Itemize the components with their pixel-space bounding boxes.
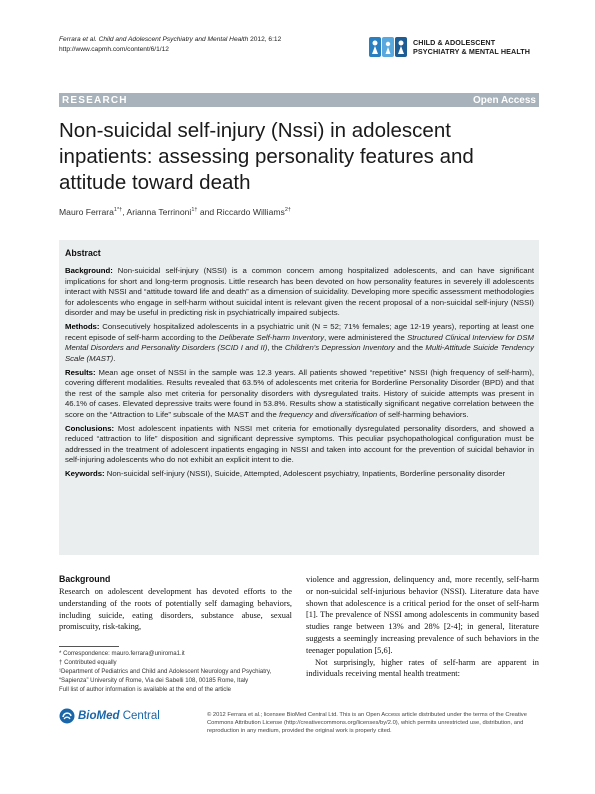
- footnote-divider: [59, 646, 119, 647]
- abstract-text: and: [313, 409, 331, 419]
- journal-logo-line1: CHILD & ADOLESCENT: [413, 38, 496, 47]
- abstract-text: of self-harming behaviors.: [377, 409, 469, 419]
- abstract-text: Non-suicidal self-injury (NSSI) is a common concern among hospitalized adolescents, and can have significant implications for short and long-term prognosis. Little research has been devoted on how personality features in severely ill adolescents interact with NSSI and “attitude toward life and death” as a dimension of suicidality. Developing more specific assessment methodologies for adolescents who engage in self-harm without suicidal intent is relevant given the recent proposal of a non-suicidal self-injury (NSSI) disorder and may be useful in predicting risk in psychiatrically impaired subjects.: [65, 266, 534, 317]
- abstract-text: Most adolescent inpatients with NSSI met criteria for emotionally dysregulated personality disorders, and showed a reduced “attraction to life” disposition and significant depressive symptoms. This peculiar psychopathological configuration must be addressed in the treatment of adolescent inpatients engaging in NSSI and taken into account for the prevention of suicidal behavior in self-injuring adolescents who do not exhibit an explicit intent to die.: [65, 423, 534, 464]
- journal-logo-line2: PSYCHIATRY & MENTAL HEALTH: [413, 47, 531, 56]
- license-text: © 2012 Ferrara et al.; licensee BioMed Central Ltd. This is an Open Access article distributed under the terms of the Creative Commons Attribution License (http://creativecommons.org/licenses/by/2.0), which permits unrestricted use, distribution, and reproduction in any medium, provided the original work is properly cited.: [207, 712, 527, 735]
- journal-logo-text: [413, 38, 530, 56]
- abstract-italic: Structured Clinical Interview for DSM Mental Disorders and Personality Disorders (SCID I and II): [65, 332, 534, 352]
- author-affiliation-mark: 1*†: [113, 207, 123, 214]
- open-access-label: Open Access: [473, 94, 536, 106]
- abstract-label: Keywords:: [65, 469, 105, 478]
- body-paragraph: Not surprisingly, higher rates of self-harm are apparent in individuals receiving mental health treatment:: [306, 657, 539, 679]
- abstract-background: [65, 266, 534, 319]
- footnote-author-info: Full list of author information is available at the end of the article: [59, 686, 232, 693]
- abstract-body: [65, 266, 534, 483]
- footnote-correspondence: * Correspondence: mauro.ferrara@uniroma1.it: [59, 650, 185, 657]
- abstract-text: Consecutively hospitalized adolescents in a psychiatric unit (N = 52; 71% females; age 12-19 years), reporting at least one recent episode of self-harm according to the: [65, 322, 534, 342]
- citation-journal: Ferrara et al. Child and Adolescent Psychiatry and Mental Health: [59, 36, 249, 43]
- citation-header: [59, 35, 281, 54]
- abstract-heading: Abstract: [65, 248, 101, 258]
- abstract-methods: [65, 322, 534, 364]
- abstract-text: Mean age onset of NSSI in the sample was 12.3 years. All patients showed “repetitive” NSSI (high frequency of self-harm), covering different modalities. Results revealed that 63.5% of adolescents met criteria for Borderline Personality Disorder (BPD) and that the rest of the sample also met criteria for personality disorders with dysregulated traits. History of suicide attempts was present in 46.1% of cases. Elevated depressive traits were found in 53.8%. Results show a statistically significant negative correlation between the score on the “Attraction to Life” subscale of the MAST and the: [65, 367, 534, 419]
- footnotes: [59, 649, 292, 694]
- biomed-central-wordmark: [78, 710, 160, 722]
- abstract-label: Conclusions:: [65, 423, 115, 433]
- author-name[interactable]: , Arianna Terrinoni: [122, 207, 192, 217]
- abstract-italic: frequency: [278, 409, 314, 419]
- author-name[interactable]: and Riccardo Williams: [197, 207, 285, 217]
- abstract-text: , were administered the: [324, 332, 408, 342]
- footnote-equal-contribution: † Contributed equally: [59, 659, 117, 666]
- body-paragraph: Research on adolescent development has devoted efforts to the understanding of the roots of potentially self damaging behaviors, including suicide, eating disorders, substance abuse, sexual promiscuity, risk-taking,: [59, 587, 292, 632]
- abstract-text: and the: [394, 343, 426, 352]
- abstract-text: .: [113, 353, 116, 363]
- biomed-central-swirl-icon: [59, 708, 75, 724]
- abstract-italic: diversification: [330, 409, 378, 419]
- citation-volume: 2012, 6:12: [248, 36, 282, 43]
- background-heading: Background: [59, 574, 111, 584]
- biomed-central-logo: [59, 708, 160, 724]
- abstract-italic: Deliberate Self-harm Inventory: [218, 332, 325, 342]
- section-label: RESEARCH: [62, 94, 128, 106]
- body-column-left: [59, 586, 292, 633]
- article-title: Non-suicidal self-injury (Nssi) in adolescent inpatients: assessing personality features and attitude toward death: [59, 119, 474, 194]
- section-band: [59, 93, 539, 107]
- author-affiliation-mark: 1†: [191, 207, 198, 214]
- abstract-keywords: [65, 469, 534, 480]
- abstract-label: Results:: [65, 367, 96, 377]
- author-name[interactable]: Mauro Ferrara: [59, 207, 114, 217]
- citation-url[interactable]: http://www.capmh.com/content/6/1/12: [59, 45, 169, 53]
- biomed-wordmark-regular: Central: [119, 710, 160, 722]
- body-column-right: [306, 574, 539, 680]
- abstract-italic: Children's Depression Inventory: [284, 343, 395, 352]
- abstract-italic: Multi-Attitude Suicide Tendency Scale (MAST): [65, 343, 534, 363]
- abstract-conclusions: [65, 424, 534, 466]
- abstract-box: [59, 240, 539, 555]
- abstract-text: , the: [267, 343, 285, 352]
- journal-logo: [369, 34, 541, 60]
- abstract-label: Methods:: [65, 322, 100, 331]
- footnote-affiliation: ¹Department of Pediatrics and Child and Adolescent Neurology and Psychiatry, “Sapienza” University of Rome, Via dei Sabelli 108, 00185 Rome, Italy: [59, 668, 272, 684]
- abstract-results: [65, 368, 534, 421]
- author-affiliation-mark: 2†: [284, 207, 291, 214]
- author-list: [59, 207, 291, 217]
- body-paragraph: violence and aggression, delinquency and, more recently, self-harm or non-suicidal self-injurious behavior (NSSI). Literature data have shown that adolescence is a critical period for the onset of self-harm [1]. The prevalence of NSSI among adolescents in community based studies range between 13% and 28% [2-4]; in general, literature suggests a seemingly increasing prevalence of such behaviors in the teenager population [5,6].: [306, 575, 539, 655]
- biomed-wordmark-bold: BioMed: [78, 710, 120, 722]
- journal-logo-figures-icon: [369, 35, 409, 59]
- abstract-label: Background:: [65, 266, 113, 275]
- abstract-text: Non-suicidal self-injury (NSSI), Suicide, Attempted, Adolescent psychiatry, Inpatients, Borderline personality disorder: [104, 469, 506, 478]
